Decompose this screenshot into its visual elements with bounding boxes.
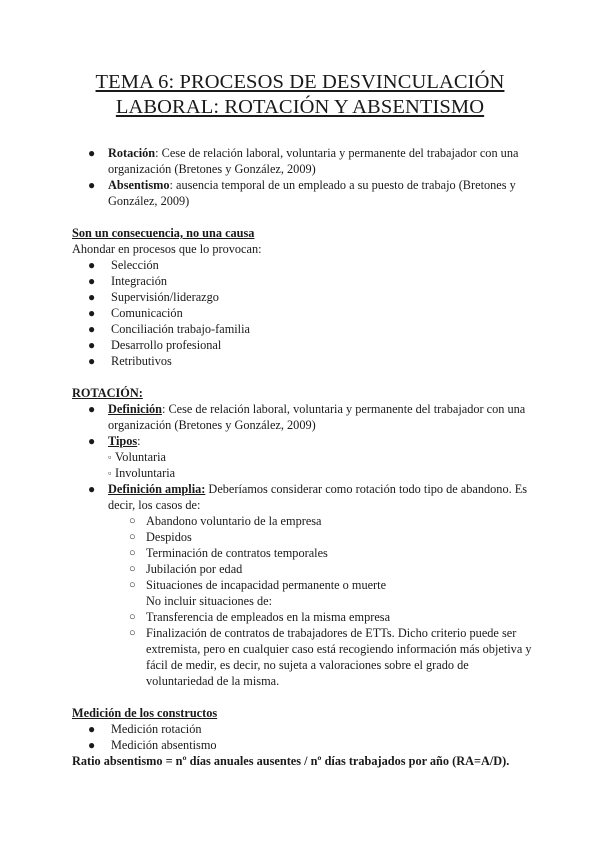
bullet-icon: ● — [88, 274, 96, 288]
ett-line: extremista, pero en cualquier caso está recogiendo información más objetiva y — [146, 642, 532, 656]
bullet-icon: ● — [88, 322, 96, 336]
caso-item: Abandono voluntario de la empresa — [146, 514, 322, 528]
ett-line: fácil de medir, es decir, no sujeta a valoraciones sobre el grado de — [146, 658, 469, 672]
rotacion-definicion-amplia-cont: decir, los casos de: — [108, 498, 201, 512]
definition-text: : Cese de relación laboral, voluntaria y permanente del trabajador con una — [155, 146, 519, 160]
caso-item: Despidos — [146, 530, 192, 544]
bullet-icon: ● — [88, 338, 96, 352]
consequence-lead: Ahondar en procesos que lo provocan: — [72, 242, 262, 256]
circle-bullet-icon: ○ — [129, 547, 136, 559]
list-item: Selección — [111, 258, 159, 272]
definition-text: Deberíamos considerar como rotación todo tipo de abandono. Es — [205, 482, 528, 496]
definition-text: : ausencia temporal de un empleado a su puesto de trabajo (Bretones y — [169, 178, 516, 192]
list-item: Medición absentismo — [111, 738, 217, 752]
caso-item: Jubilación por edad — [146, 562, 243, 576]
section-heading-consecuencia: Son un consecuencia, no una causa — [72, 226, 255, 240]
ett-line: Finalización de contratos de trabajadores de ETTs. Dicho criterio puede ser — [146, 626, 517, 640]
circle-bullet-icon: ○ — [129, 579, 136, 591]
bullet-icon: ● — [88, 146, 96, 160]
list-item: Desarrollo profesional — [111, 338, 222, 352]
tipo-item: Voluntaria — [115, 450, 167, 464]
section-heading-medicion: Medición de los constructos — [72, 706, 218, 720]
circle-bullet-icon: ○ — [129, 515, 136, 527]
bullet-icon: ● — [88, 178, 96, 192]
bullet-icon: ● — [88, 482, 96, 496]
list-item: Comunicación — [111, 306, 183, 320]
square-bullet-icon: ▫ — [108, 468, 112, 478]
term-label: Rotación — [108, 146, 156, 160]
term-label: Absentismo — [108, 178, 170, 192]
rotacion-tipos — [108, 433, 141, 449]
title-line-1: TEMA 6: PROCESOS DE DESVINCULACIÓN — [95, 71, 505, 93]
no-incluir-label: No incluir situaciones de: — [146, 594, 273, 608]
term-colon: : — [137, 434, 141, 448]
bullet-icon: ● — [88, 402, 96, 416]
circle-bullet-icon: ○ — [129, 531, 136, 543]
ratio-formula: Ratio absentismo = nº días anuales ausentes / nº días trabajados por año (RA=A/D). — [72, 754, 510, 768]
bullet-icon: ● — [88, 738, 96, 752]
rotacion-definicion-cont: organización (Bretones y González, 2009) — [108, 418, 316, 432]
section-heading-rotacion: ROTACIÓN: — [72, 386, 143, 400]
bullet-icon: ● — [88, 722, 96, 736]
caso-item: Terminación de contratos temporales — [146, 546, 328, 560]
bullet-icon: ● — [88, 258, 96, 272]
intro-absentismo — [108, 177, 516, 193]
intro-rotacion-cont: organización (Bretones y González, 2009) — [108, 162, 316, 176]
tipo-item: Involuntaria — [115, 466, 176, 480]
term-label: Definición amplia: — [108, 482, 206, 496]
page-title — [40, 70, 560, 120]
definition-text: : Cese de relación laboral, voluntaria y permanente del trabajador con una — [161, 402, 526, 416]
bullet-icon: ● — [88, 354, 96, 368]
list-item: Supervisión/liderazgo — [111, 290, 219, 304]
circle-bullet-icon: ○ — [129, 563, 136, 575]
list-item: Medición rotación — [111, 722, 202, 736]
term-label: Tipos — [108, 434, 138, 448]
list-item: Integración — [111, 274, 167, 288]
square-bullet-icon: ▫ — [108, 452, 112, 462]
circle-bullet-icon: ○ — [129, 627, 136, 639]
circle-bullet-icon: ○ — [129, 611, 136, 623]
intro-absentismo-cont: González, 2009) — [108, 194, 190, 208]
bullet-icon: ● — [88, 434, 96, 448]
term-label: Definición — [108, 402, 162, 416]
rotacion-definicion — [108, 401, 525, 417]
bullet-icon: ● — [88, 290, 96, 304]
caso-item: Situaciones de incapacidad permanente o muerte — [146, 578, 387, 592]
intro-rotacion — [108, 145, 518, 161]
excluido-item: Transferencia de empleados en la misma empresa — [146, 610, 391, 624]
list-item: Conciliación trabajo-familia — [111, 322, 250, 336]
rotacion-definicion-amplia — [108, 481, 527, 497]
bullet-icon: ● — [88, 306, 96, 320]
ett-line: voluntariedad de la misma. — [146, 674, 280, 688]
title-line-2: LABORAL: ROTACIÓN Y ABSENTISMO — [115, 96, 485, 118]
list-item: Retributivos — [111, 354, 172, 368]
